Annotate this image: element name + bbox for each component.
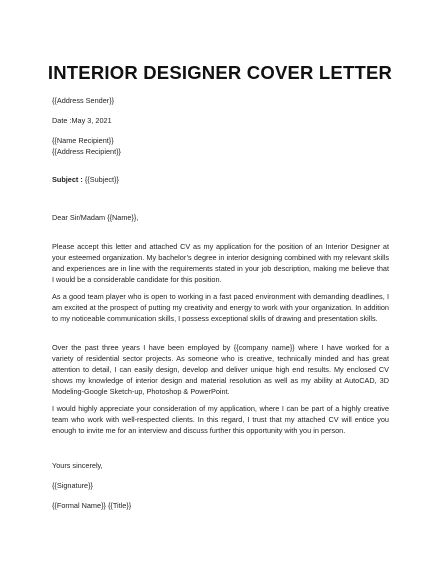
paragraph-3: Over the past three years I have been employed by {{company name}} where I have worked for a variety of residential sector projects. As someone who is creative, technically minded and has great attention to detail, I can easily design, develop and deliver unique high end results. My enclosed CV shows my knowledge of interior design and material resolution as well as my ability at AutoCAD, 3D Modeling-Google Sketch-up, Photoshop & PowerPoint. bbox=[52, 343, 389, 397]
name-recipient: {{Name Recipient}} bbox=[52, 136, 114, 145]
formal-name-title: {{Formal Name}} {{Title}} bbox=[52, 501, 132, 510]
document-title: INTERIOR DESIGNER COVER LETTER bbox=[47, 62, 393, 83]
paragraph-2: As a good team player who is open to working in a fast paced environment with demanding deadlines, I am excited at the prospect of putting my creativity and energy to work with your organization. In addition to my noticeable communication skills, I possess exceptional skills of drawing and presentation skills. bbox=[52, 292, 389, 324]
greeting: Dear Sir/Madam {{Name}}, bbox=[52, 213, 139, 222]
address-sender: {{Address Sender}} bbox=[52, 96, 115, 105]
subject-value: {{Subject}} bbox=[82, 175, 119, 184]
signature: {{Signature}} bbox=[52, 481, 93, 490]
closing: Yours sincerely, bbox=[52, 461, 103, 470]
subject-label: Subject : bbox=[52, 175, 83, 184]
address-recipient: {{Address Recipient}} bbox=[52, 147, 121, 156]
subject-line bbox=[52, 175, 119, 184]
paragraph-4: I would highly appreciate your consideration of my application, where I can be part of a highly creative team who work with well-respected clients. In this regard, I trust that my attached CV will entice you enough to invite me for an interview and discuss further this opportunity with you in person. bbox=[52, 404, 389, 436]
paragraph-1: Please accept this letter and attached CV as my application for the position of an Interior Designer at your esteemed organization. My bachelor’s degree in interior designing combined with my relevant skills and experiences are in line with the requirements stated in your job description, making me believe that I would be a considerable candidate for this position. bbox=[52, 242, 389, 285]
letter-date: Date :May 3, 2021 bbox=[52, 116, 112, 125]
